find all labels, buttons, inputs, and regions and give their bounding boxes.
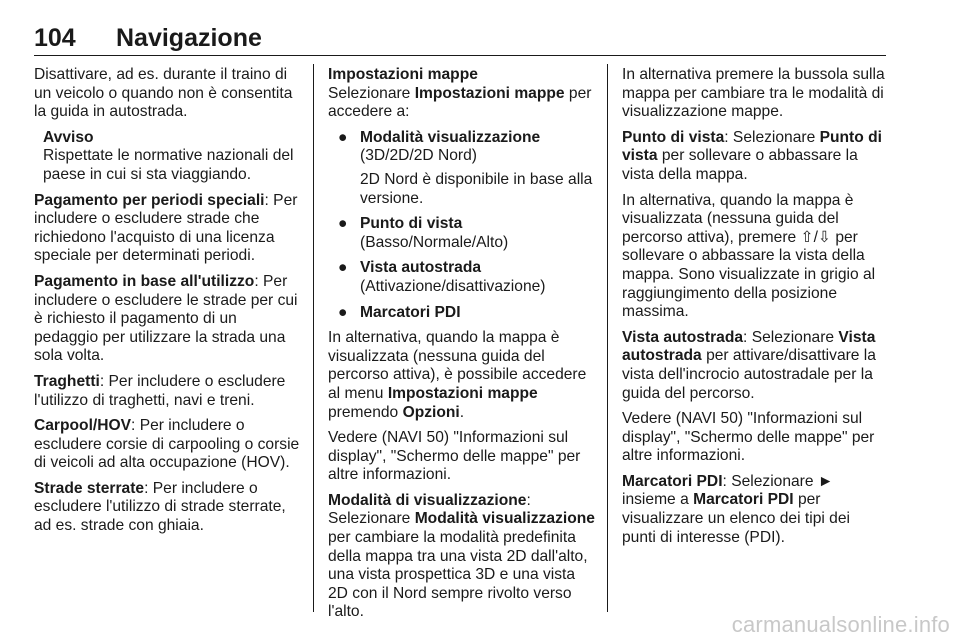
column-3 bbox=[622, 66, 886, 554]
page-header bbox=[34, 24, 886, 52]
list-item: ● Modalità visualizzazione (3D/2D/2D Nord) 2D Nord è disponibile in base alla versione. bbox=[328, 129, 596, 208]
play-arrow-icon: ► bbox=[817, 472, 834, 490]
column-divider-2 bbox=[607, 64, 608, 612]
paragraph-highway-view: Vista autostrada: Selezionare Vista autostrada per attivare/disattivare la vista dell'incrocio autostradale per la guida del percorso. bbox=[622, 328, 876, 402]
paragraph-see-also-2: Vedere (NAVI 50) "Informazioni sul display", "Schermo delle mappe" per altre informazioni. bbox=[622, 410, 875, 465]
notice-title: Avviso bbox=[43, 128, 94, 146]
paragraph-poi-markers: Marcatori PDI: Selezionare ► insieme a Marcatori PDI per visualizzare un elenco dei tipi dei punti di interesse (PDI). bbox=[622, 472, 850, 546]
list-item: ● Marcatori PDI bbox=[338, 303, 461, 321]
list-item: ● Punto di vista (Basso/Normale/Alto) bbox=[338, 215, 509, 251]
paragraph-usage-toll: Pagamento in base all'utilizzo: Per includere o escludere le strade per cui è richiesto il pagamento di un pedaggio per utilizzare la strada una sola volta. bbox=[34, 272, 298, 365]
paragraph-viewpoint: Punto di vista: Selezionare Punto di vista per sollevare o abbassare la vista della mappa. bbox=[622, 128, 882, 183]
settings-list bbox=[328, 129, 596, 322]
list-item: ● Vista autostrada (Attivazione/disattivazione) bbox=[338, 259, 546, 295]
map-settings-intro: Selezionare Impostazioni mappe per accedere a: bbox=[328, 84, 592, 121]
paragraph-ferries: Traghetti: Per includere o escludere l'utilizzo di traghetti, navi e treni. bbox=[34, 372, 286, 409]
bullet-icon: ● bbox=[338, 128, 348, 146]
intro-paragraph: Disattivare, ad es. durante il traino di un veicolo o quando non è consentita la guida in autostrada. bbox=[34, 66, 293, 121]
bullet-icon: ● bbox=[338, 303, 348, 321]
paragraph-view-mode: Modalità di visualizzazione: Selezionare Modalità visualizzazione per cambiare la modalità predefinita della mappa tra una vista 2D dall'alto, una vista prospettica 3D e una vista 2D con il Nord sempre rivolto verso l'alto. bbox=[328, 491, 595, 621]
column-divider-1 bbox=[313, 64, 314, 612]
bullet-icon: ● bbox=[338, 215, 348, 233]
section-title: Navigazione bbox=[116, 24, 262, 52]
column-1 bbox=[34, 66, 302, 543]
header-divider bbox=[34, 55, 886, 56]
map-settings-heading: Impostazioni mappe bbox=[328, 66, 478, 83]
watermark: carmanualsonline.info bbox=[731, 612, 950, 637]
paragraph-see-also: Vedere (NAVI 50) "Informazioni sul display", "Schermo delle mappe" per altre informazioni. bbox=[328, 429, 581, 484]
up-down-arrow-icon: ⇧/⇩ bbox=[800, 228, 831, 246]
paragraph-unpaved: Strade sterrate: Per includere o escludere l'utilizzo di strade sterrate, ad es. strade con ghiaia. bbox=[34, 479, 286, 535]
page-number: 104 bbox=[34, 24, 76, 52]
column-2 bbox=[328, 66, 596, 629]
paragraph-carpool: Carpool/HOV: Per includere o escludere corsie di carpooling o corsie di veicoli ad alta occupazione (HOV). bbox=[34, 417, 300, 472]
paragraph-special-periods: Pagamento per periodi speciali: Per includere o escludere strade che richiedono l'acquisto di una licenza speciale per determinati periodi. bbox=[34, 191, 298, 265]
notice-box bbox=[43, 129, 302, 185]
bullet-icon: ● bbox=[338, 259, 348, 277]
paragraph-compass: In alternativa premere la bussola sulla mappa per cambiare tra le modalità di visualizzazione mappe. bbox=[622, 66, 885, 121]
paragraph-raise-lower: In alternativa, quando la mappa è visualizzata (nessuna guida del percorso attiva), premere ⇧/⇩ per sollevare o abbassare la vista della mappa. Sono visualizzate in grigio al raggiungimento della posizione massima. bbox=[622, 191, 876, 321]
notice-text: Rispettate le normative nazionali del paese in cui si sta viaggiando. bbox=[43, 147, 294, 183]
paragraph-alternative-options: In alternativa, quando la mappa è visualizzata (nessuna guida del percorso attiva), è possibile accedere al menu Impostazioni mappe premendo Opzioni. bbox=[328, 329, 587, 421]
list-item-note: 2D Nord è disponibile in base alla versione. bbox=[360, 170, 593, 207]
